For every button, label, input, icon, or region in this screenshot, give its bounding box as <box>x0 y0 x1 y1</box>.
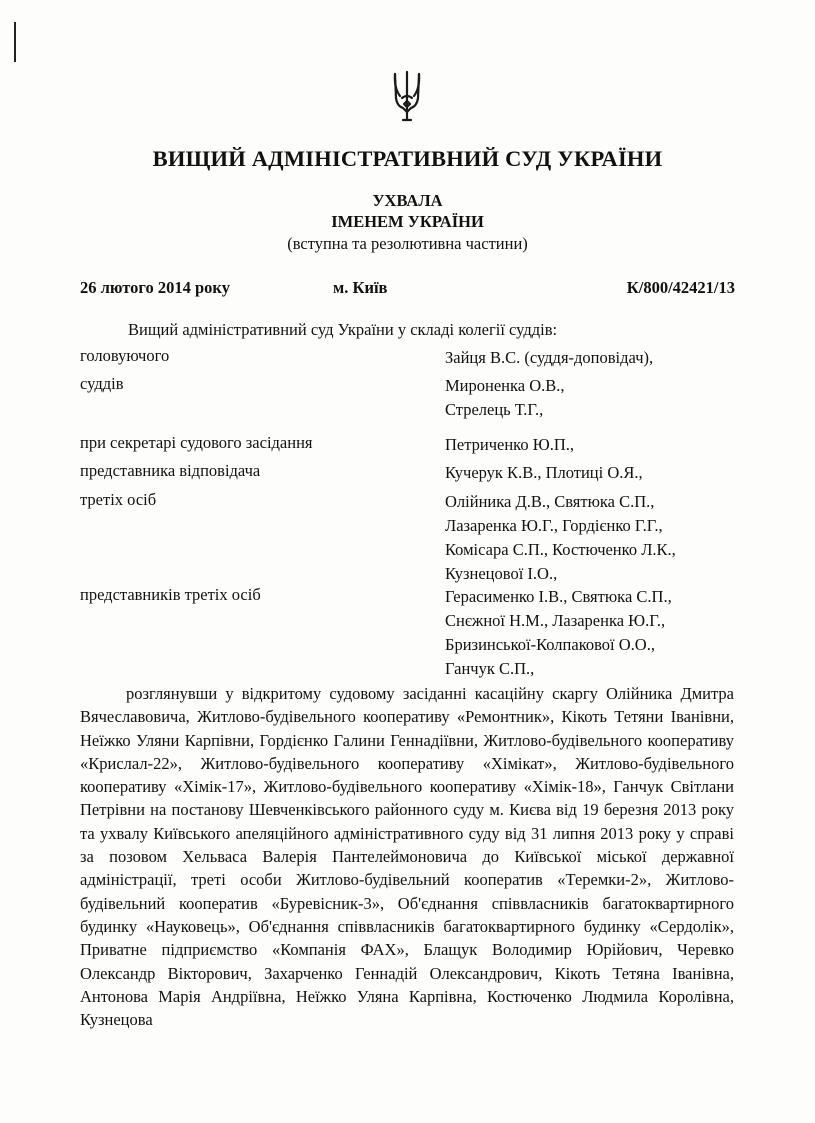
composition-label: головуючого <box>80 346 170 365</box>
composition-value: Кучерук К.В., Плотиці О.Я., <box>445 463 643 482</box>
composition-label: третіх осіб <box>80 490 157 509</box>
composition-label: представника відповідача <box>80 461 261 480</box>
composition-label: суддів <box>80 374 124 393</box>
in-name-of: ІМЕНЕМ УКРАЇНИ <box>331 212 484 231</box>
body-paragraph: розглянувши у відкритому судовому засіданні касаційну скаргу Олійника Дмитра Вячеславовича, Житлово-будівельного кооперативу «Ремонтник», Кікоть Тетяни Іванівни, Неїжко Уляни Карпівни, Гордієнко Галини Геннадіївни, Житлово-будівельного кооперативу «Крислал-22», Житлово-будівельного кооперативу «Хімікат», Житлово-будівельного кооперативу «Хімік-17», Житлово-будівельного кооперативу «Хімік-18», Ганчук Світлани Петрівни на постанову Шевченківського районного суду м. Києва від 19 березня 2013 року та ухвалу Київського апеляційного адміністративного суду від 31 липня 2013 року у справі за позовом Хельваса Валерія Пантелеймоновича до Київської міської державної адміністрації, треті особи Житлово-будівельний кооператив «Теремки-2», Житлово-будівельний кооператив «Буревісник-3», Об'єднання співвласників багатоквартирного будинку «Науковець», Об'єднання співвласників багатоквартирного будинку «Сердолік», Приватне підприємство «Компанія ФАХ», Блащук Володимир Юрійович, Черевко Олександр Вікторович, Захарченко Геннадій Олександрович, Кікоть Тетяна Іванівна, Антонова Марія Андріївна, Неїжко Уляна Карпівна, Костюченко Людмила Королівна, Кузнецова <box>80 684 734 1030</box>
composition-value: Герасименко І.В., Святюка С.П., Снєжної Н.М., Лазаренка Ю.Г., Бризинської-Колпакової О.О., Ганчук С.П., <box>445 587 672 678</box>
trident-emblem-icon <box>392 68 422 128</box>
court-name: ВИЩИЙ АДМІНІСТРАТИВНИЙ СУД УКРАЇНИ <box>152 146 663 171</box>
scan-edge-mark <box>14 22 16 62</box>
decision-date: 26 лютого 2014 року <box>80 278 230 297</box>
panel-intro: Вищий адміністративний суд України у складі колегії суддів: <box>128 320 558 339</box>
composition-value: Зайця В.С. (суддя-доповідач), <box>445 348 654 367</box>
composition-label: при секретарі судового засідання <box>80 433 313 452</box>
composition-value: Петриченко Ю.П., <box>445 435 574 454</box>
composition-value: Мироненка О.В., Стрелець Т.Г., <box>445 376 565 419</box>
parts-note: (вступна та резолютивна частини) <box>287 234 528 253</box>
city: м. Київ <box>333 278 388 297</box>
composition-label: представників третіх осіб <box>80 585 261 604</box>
case-header <box>80 278 735 300</box>
composition-value: Олійника Д.В., Святюка С.П., Лазаренка Ю.Г., Гордієнко Г.Г., Комісара С.П., Костюченко Л.К., Кузнецової І.О., <box>445 492 676 583</box>
case-number: К/800/42421/13 <box>626 278 735 297</box>
document-type: УХВАЛА <box>372 191 443 210</box>
